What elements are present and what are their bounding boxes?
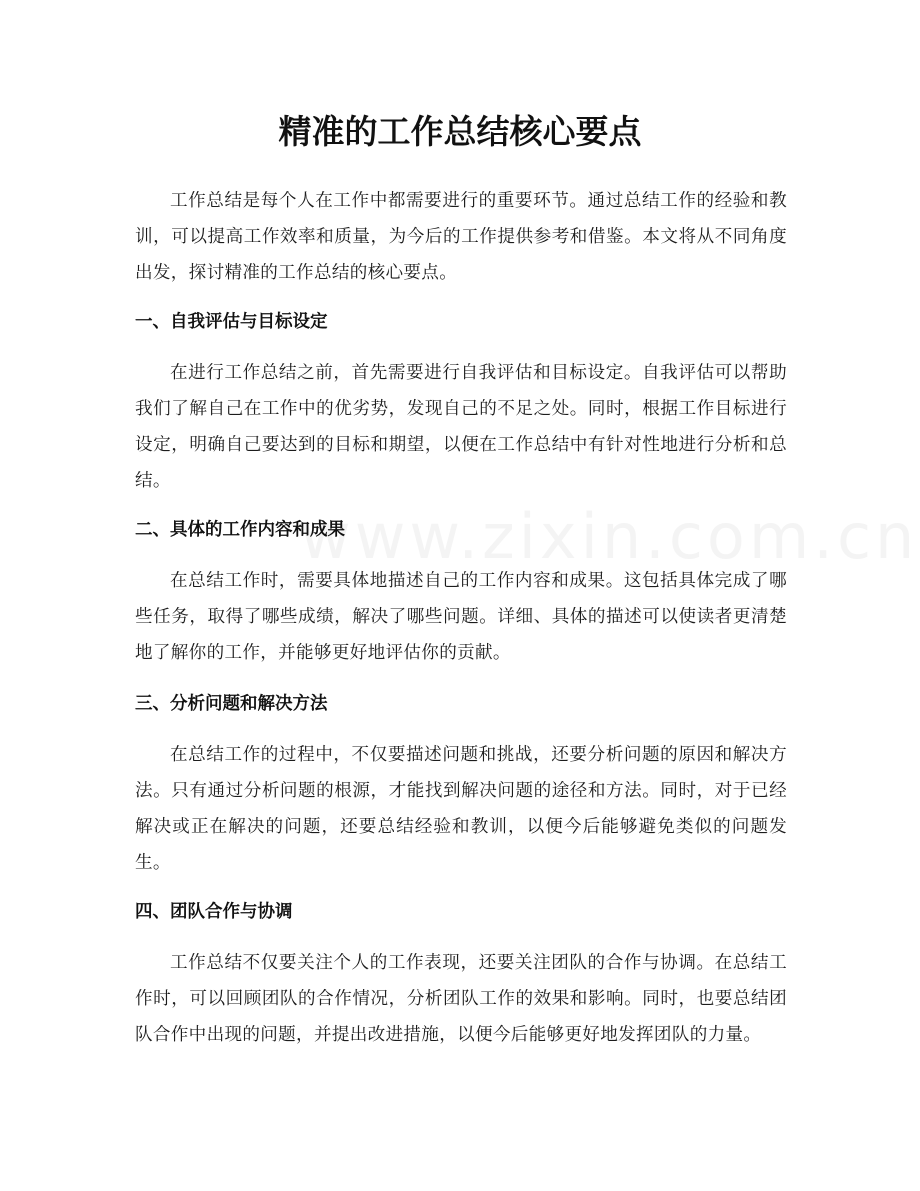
section-4-body: 工作总结不仅要关注个人的工作表现，还要关注团队的合作与协调。在总结工作时，可以回顾团队的合作情况，分析团队工作的效果和影响。同时，也要总结团队合作中出现的问题，并提出改进措施，以便今后能够更好地发挥团队的力量。 [135, 953, 787, 1045]
intro-paragraph: 工作总结是每个人在工作中都需要进行的重要环节。通过总结工作的经验和教训，可以提高工作效率和质量，为今后的工作提供参考和借鉴。本文将从不同角度出发，探讨精准的工作总结的核心要点。 [135, 191, 787, 283]
section-3-heading: 三、分析问题和解决方法 [135, 694, 328, 714]
section-4-heading: 四、团队合作与协调 [135, 902, 293, 922]
section-2-heading: 二、具体的工作内容和成果 [135, 520, 345, 540]
section-3-body: 在总结工作的过程中，不仅要描述问题和挑战，还要分析问题的原因和解决方法。只有通过分析问题的根源，才能找到解决问题的途径和方法。同时，对于已经解决或正在解决的问题，还要总结经验和教训，以便今后能够避免类似的问题发生。 [135, 745, 787, 873]
section-2-body: 在总结工作时，需要具体地描述自己的工作内容和成果。这包括具体完成了哪些任务，取得了哪些成绩，解决了哪些问题。详细、具体的描述可以使读者更清楚地了解你的工作，并能够更好地评估你的贡献。 [135, 571, 787, 663]
section-1-body: 在进行工作总结之前，首先需要进行自我评估和目标设定。自我评估可以帮助我们了解自己在工作中的优劣势，发现自己的不足之处。同时，根据工作目标进行设定，明确自己要达到的目标和期望，以便在工作总结中有针对性地进行分析和总结。 [135, 363, 787, 491]
document-title: 精准的工作总结核心要点 [278, 112, 642, 151]
section-1-heading: 一、自我评估与目标设定 [135, 312, 328, 332]
watermark-text: www.zixin.com.cn [300, 500, 919, 573]
